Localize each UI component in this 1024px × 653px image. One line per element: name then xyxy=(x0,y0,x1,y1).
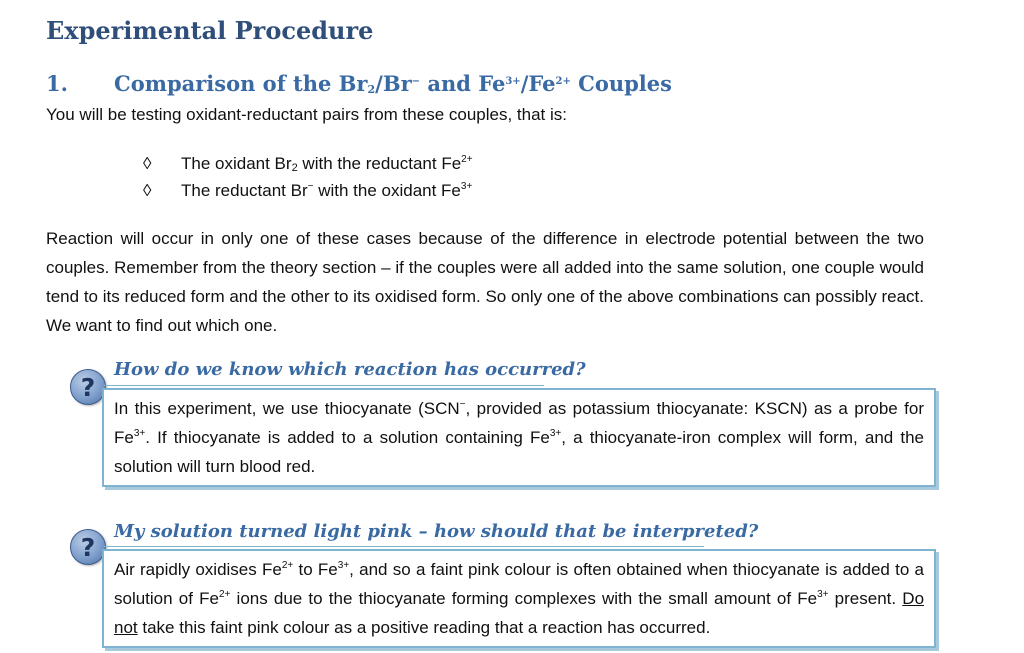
explanation-paragraph: Reaction will occur in only one of these cases because of the difference in electrode potential between the two couples. Remember from the theory section – if the couples were all added into the same solution, one couple would tend to its reduced form and the other to its oxidised form. So only one of the above combinations can possibly react. We want to find out which one. xyxy=(46,229,924,335)
bullet-text-part: with the oxidant Fe xyxy=(313,181,461,200)
callout-text: to Fe xyxy=(293,560,338,579)
diamond-bullet-icon: ◊ xyxy=(143,181,152,200)
callout-text: Air rapidly oxidises Fe xyxy=(114,560,282,579)
section-title-part5: Couples xyxy=(570,71,672,96)
callout-text: take this faint pink colour as a positive reading that a reaction has occurred. xyxy=(137,618,711,637)
section-title-part4: /Fe xyxy=(520,71,556,96)
callout-text: In this experiment, we use thiocyanate (SCN xyxy=(114,399,460,418)
bullet-text xyxy=(181,150,473,177)
question-icon: ? xyxy=(70,529,106,565)
bullet-sup: 2+ xyxy=(461,154,473,165)
bullet-text-part: with the reductant Fe xyxy=(297,154,462,173)
callout-sup: 2+ xyxy=(218,589,231,600)
section-title-part1: Comparison of the Br xyxy=(114,71,368,96)
callout-text: ions due to the thiocyanate forming complexes with the small amount of Fe xyxy=(230,589,818,608)
callout-sup: 3+ xyxy=(817,589,829,600)
section-title-part2: /Br xyxy=(375,71,412,96)
section-title-sup1: − xyxy=(411,76,421,87)
callout-text: present. xyxy=(828,589,903,608)
callout-sup: 3+ xyxy=(133,428,146,439)
bullet-sup: − xyxy=(307,181,314,192)
callout-text: , and so a faint pink colour is often obtained when thiocyanate is added to a solution of Fe xyxy=(114,560,925,608)
bullet-item xyxy=(143,177,473,204)
callout-sup: 3+ xyxy=(337,560,350,571)
callout-text: . If thiocyanate is added to a solution containing Fe xyxy=(145,428,550,447)
callout-text: , a thiocyanate-iron complex will form, and the solution will turn blood red. xyxy=(114,428,925,476)
bullet-sub: 2 xyxy=(291,162,298,174)
bullet-item xyxy=(143,150,473,177)
section-title-sup3: 2+ xyxy=(555,76,571,87)
callout-sup: 3+ xyxy=(549,428,562,439)
section-number: 1. xyxy=(46,71,68,96)
intro-text: You will be testing oxidant-reductant pairs from these couples, that is: xyxy=(46,105,567,124)
bullet-list xyxy=(143,150,473,204)
diamond-bullet-icon: ◊ xyxy=(143,154,152,173)
underlined-warning: Do not xyxy=(114,589,925,637)
question-icon: ? xyxy=(70,369,106,405)
callout-box xyxy=(102,549,936,648)
callout-title: How do we know which reaction has occurred? xyxy=(114,359,586,380)
section-title-part3: and Fe xyxy=(420,71,506,96)
bullet-sup: 3+ xyxy=(460,181,473,192)
section-title-sub: 2 xyxy=(367,83,376,96)
callout-sup: − xyxy=(459,399,466,410)
callout-sup: 2+ xyxy=(281,560,294,571)
callout-title-rule xyxy=(104,546,704,547)
callout-title: My solution turned light pink – how should that be interpreted? xyxy=(114,521,759,542)
bullet-text-part: The oxidant Br xyxy=(181,154,292,173)
bullet-text xyxy=(181,177,472,204)
callout-title-rule xyxy=(104,385,544,386)
bullet-text-part: The reductant Br xyxy=(181,181,308,200)
section-title-sup2: 3+ xyxy=(505,76,521,87)
page-heading: Experimental Procedure xyxy=(46,16,374,45)
section-title xyxy=(46,71,672,96)
callout-box xyxy=(102,388,936,487)
callout-text: , provided as potassium thiocyanate: KSCN) as a probe for Fe xyxy=(114,399,924,447)
